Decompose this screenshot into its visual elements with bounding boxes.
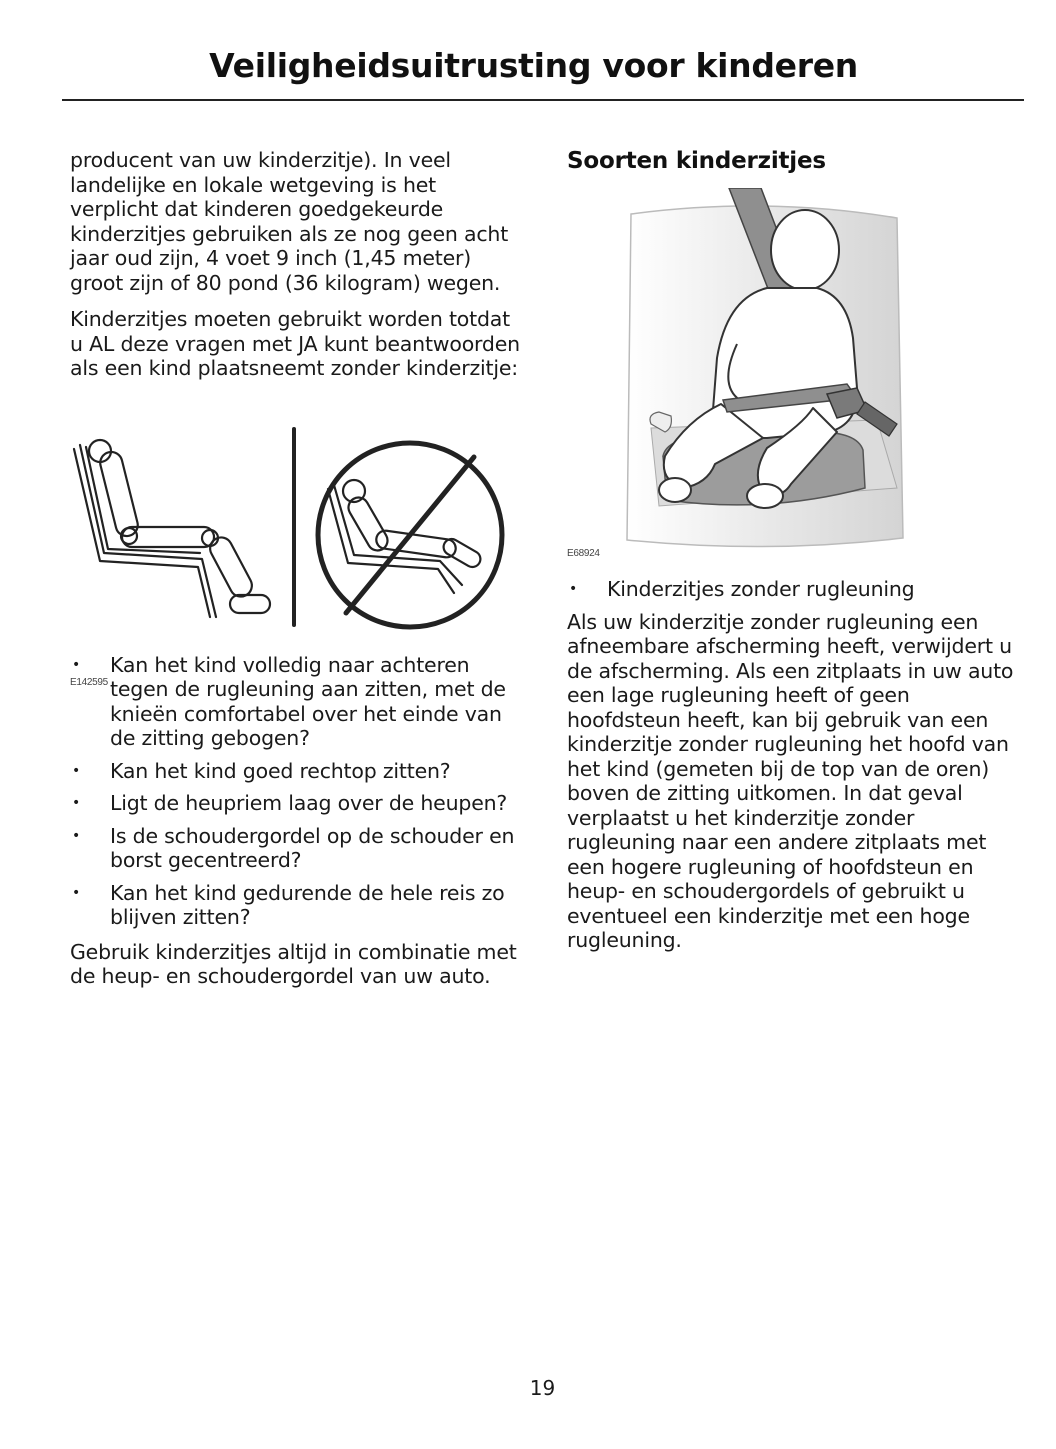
section-heading: Soorten kinderzitjes (567, 148, 826, 174)
left-column (70, 148, 525, 989)
closing-paragraph: Gebruik kinderzitjes altijd in combinatie met de heup- en schoudergordel van uw auto. (70, 939, 517, 988)
booster-seat-paragraph: Als uw kinderzitje zonder rugleuning een afneembare afscherming heeft, verwijdert u de afscherming. Als een zitplaats in uw auto een lage rugleuning heeft of geen hoofdsteun heeft, kan bij gebruik van een kinderzitje zonder rugleuning het hoofd van het kind (gemeten bij de top van de oren) boven de zitting uitkomen. In dat geval verplaatst u het kinderzitje zonder rugleuning naar een andere zitplaats met een hogere rugleuning of hoofdsteun en heup- en schoudergordels of gebruikt u eventueel een kinderzitje met een hoge rugleuning. (567, 609, 1014, 952)
figure-code: E142595 (70, 676, 108, 688)
list-item: • Ligt de heupriem laag over de heupen? (72, 791, 508, 815)
list-item: • Is de schoudergordel op de schouder en borst gecentreerd? (72, 823, 515, 872)
bullet-icon: • (569, 581, 578, 597)
figure-code: E68924 (567, 548, 600, 559)
correct-posture-seat (74, 445, 216, 617)
page-number: 19 (529, 1376, 556, 1400)
seating-posture-illustration (70, 425, 510, 635)
bullet-icon: • (72, 827, 81, 844)
list-item: • Kan het kind goed rechtop zitten? (72, 758, 451, 783)
seating-posture-figure (70, 425, 510, 688)
question-intro-paragraph: Kinderzitjes moeten gebruikt worden totdat u AL deze vragen met JA kunt beantwoorden als een kind plaatsneemt zonder kinderzitje: (70, 307, 520, 380)
title-divider (62, 99, 1024, 101)
list-item: • Kinderzitjes zonder rugleuning (569, 577, 915, 601)
list-item: • Kan het kind volledig naar achteren tegen de rugleuning aan zitten, met de knieën comfortabel over het einde van de zitting gebogen? (72, 652, 506, 750)
page-title: Veiligheidsuitrusting voor kinderen (209, 46, 858, 85)
seat-type-list (567, 577, 1022, 602)
prohibition-sign-icon (318, 443, 502, 627)
posture-checklist (70, 653, 525, 930)
list-item: • Kan het kind gedurende de hele reis zo blijven zitten? (72, 880, 505, 929)
bullet-icon: • (72, 656, 81, 673)
intro-paragraph: producent van uw kinderzitje). In veel landelijke en lokale wetgeving is het verplicht dat kinderen goedgekeurde kinderzitjes gebruiken als ze nog geen acht jaar oud zijn, 4 voet 9 inch (1,45 meter) groot zijn of 80 pond (36 kilogram) wegen. (70, 148, 509, 295)
bullet-icon: • (72, 795, 81, 811)
booster-seat-illustration (567, 188, 1007, 554)
bullet-icon: • (72, 762, 81, 779)
booster-seat-figure (567, 188, 1022, 559)
bullet-icon: • (72, 884, 81, 901)
correct-posture-child (89, 440, 270, 613)
right-column (567, 148, 1022, 953)
